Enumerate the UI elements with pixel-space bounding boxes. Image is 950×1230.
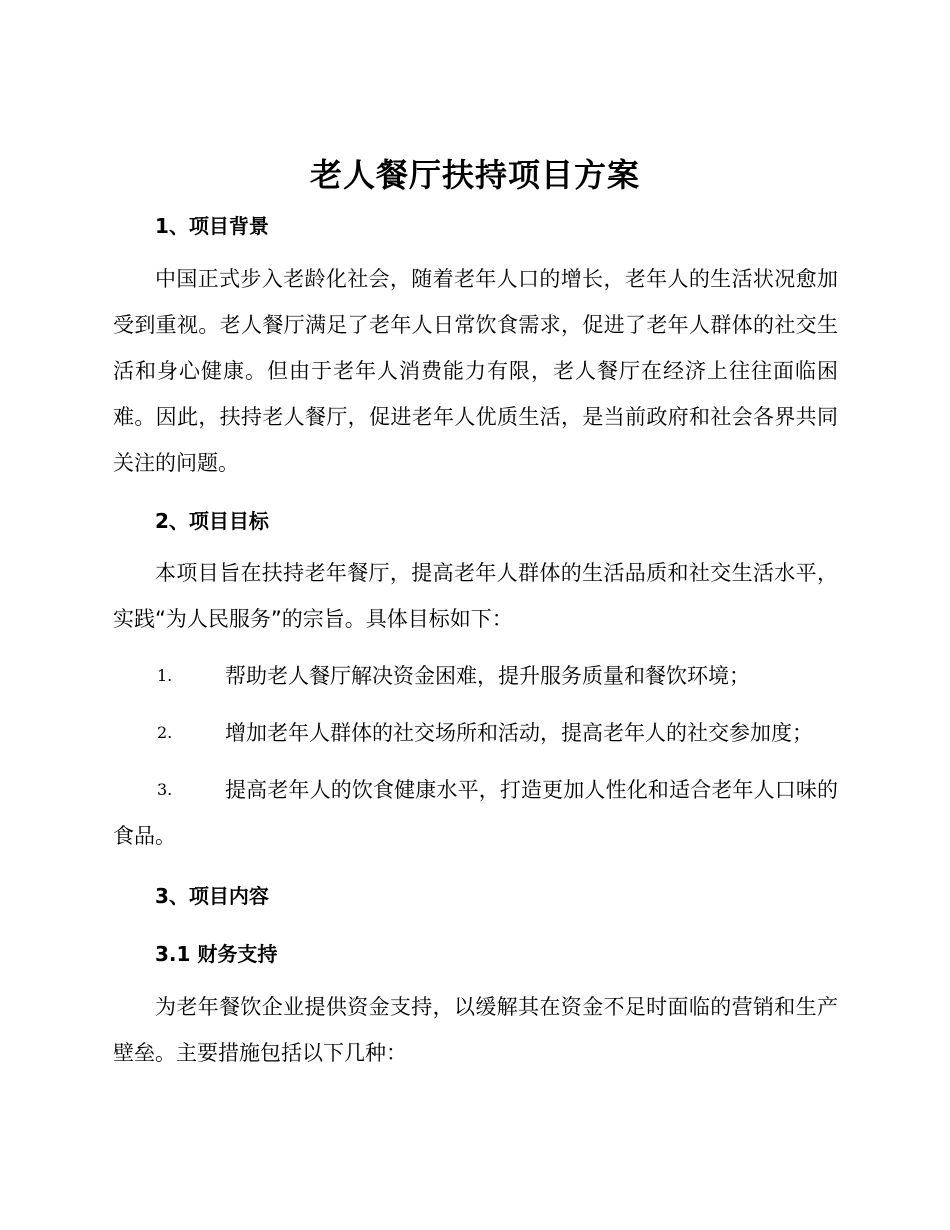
paragraph-finance: 为老年餐饮企业提供资金支持，以缓解其在资金不足时面临的营销和生产壁垒。主要措施包括以下几种： xyxy=(113,995,838,1065)
section-heading-background: 1、项目背景 xyxy=(155,214,269,238)
list-item xyxy=(113,710,838,756)
list-item-number: 3. xyxy=(157,780,173,799)
paragraph-goals-intro: 本项目旨在扶持老年餐厅，提高老年人群体的生活品质和社交生活水平，实践“为人民服务”的宗旨。具体目标如下： xyxy=(113,561,838,631)
list-item-number: 1. xyxy=(157,666,173,685)
section-heading-content: 3、项目内容 xyxy=(155,884,269,908)
paragraph-background: 中国正式步入老龄化社会，随着老年人口的增长，老年人的生活状况愈加受到重视。老人餐厅满足了老年人日常饮食需求，促进了老年人群体的社交生活和身心健康。但由于老年人消费能力有限，老人餐厅在经济上往往面临困难。因此，扶持老人餐厅，促进老年人优质生活，是当前政府和社会各界共同关注的问题。 xyxy=(113,267,838,475)
list-item xyxy=(113,653,838,699)
list-item-text: 帮助老人餐厅解决资金困难，提升服务质量和餐饮环境； xyxy=(225,664,750,688)
list-item-text: 提高老年人的饮食健康水平，打造更加人性化和适合老年人口味的食品。 xyxy=(113,778,838,848)
subsection-heading-finance: 3.1 财务支持 xyxy=(155,942,278,966)
list-item-text: 增加老年人群体的社交场所和活动，提高老年人的社交参加度； xyxy=(225,721,813,745)
list-item xyxy=(113,767,838,859)
section-heading-goals: 2、项目目标 xyxy=(155,509,269,533)
list-item-number: 2. xyxy=(157,723,173,742)
page-title: 老人餐厅扶持项目方案 xyxy=(309,156,640,194)
